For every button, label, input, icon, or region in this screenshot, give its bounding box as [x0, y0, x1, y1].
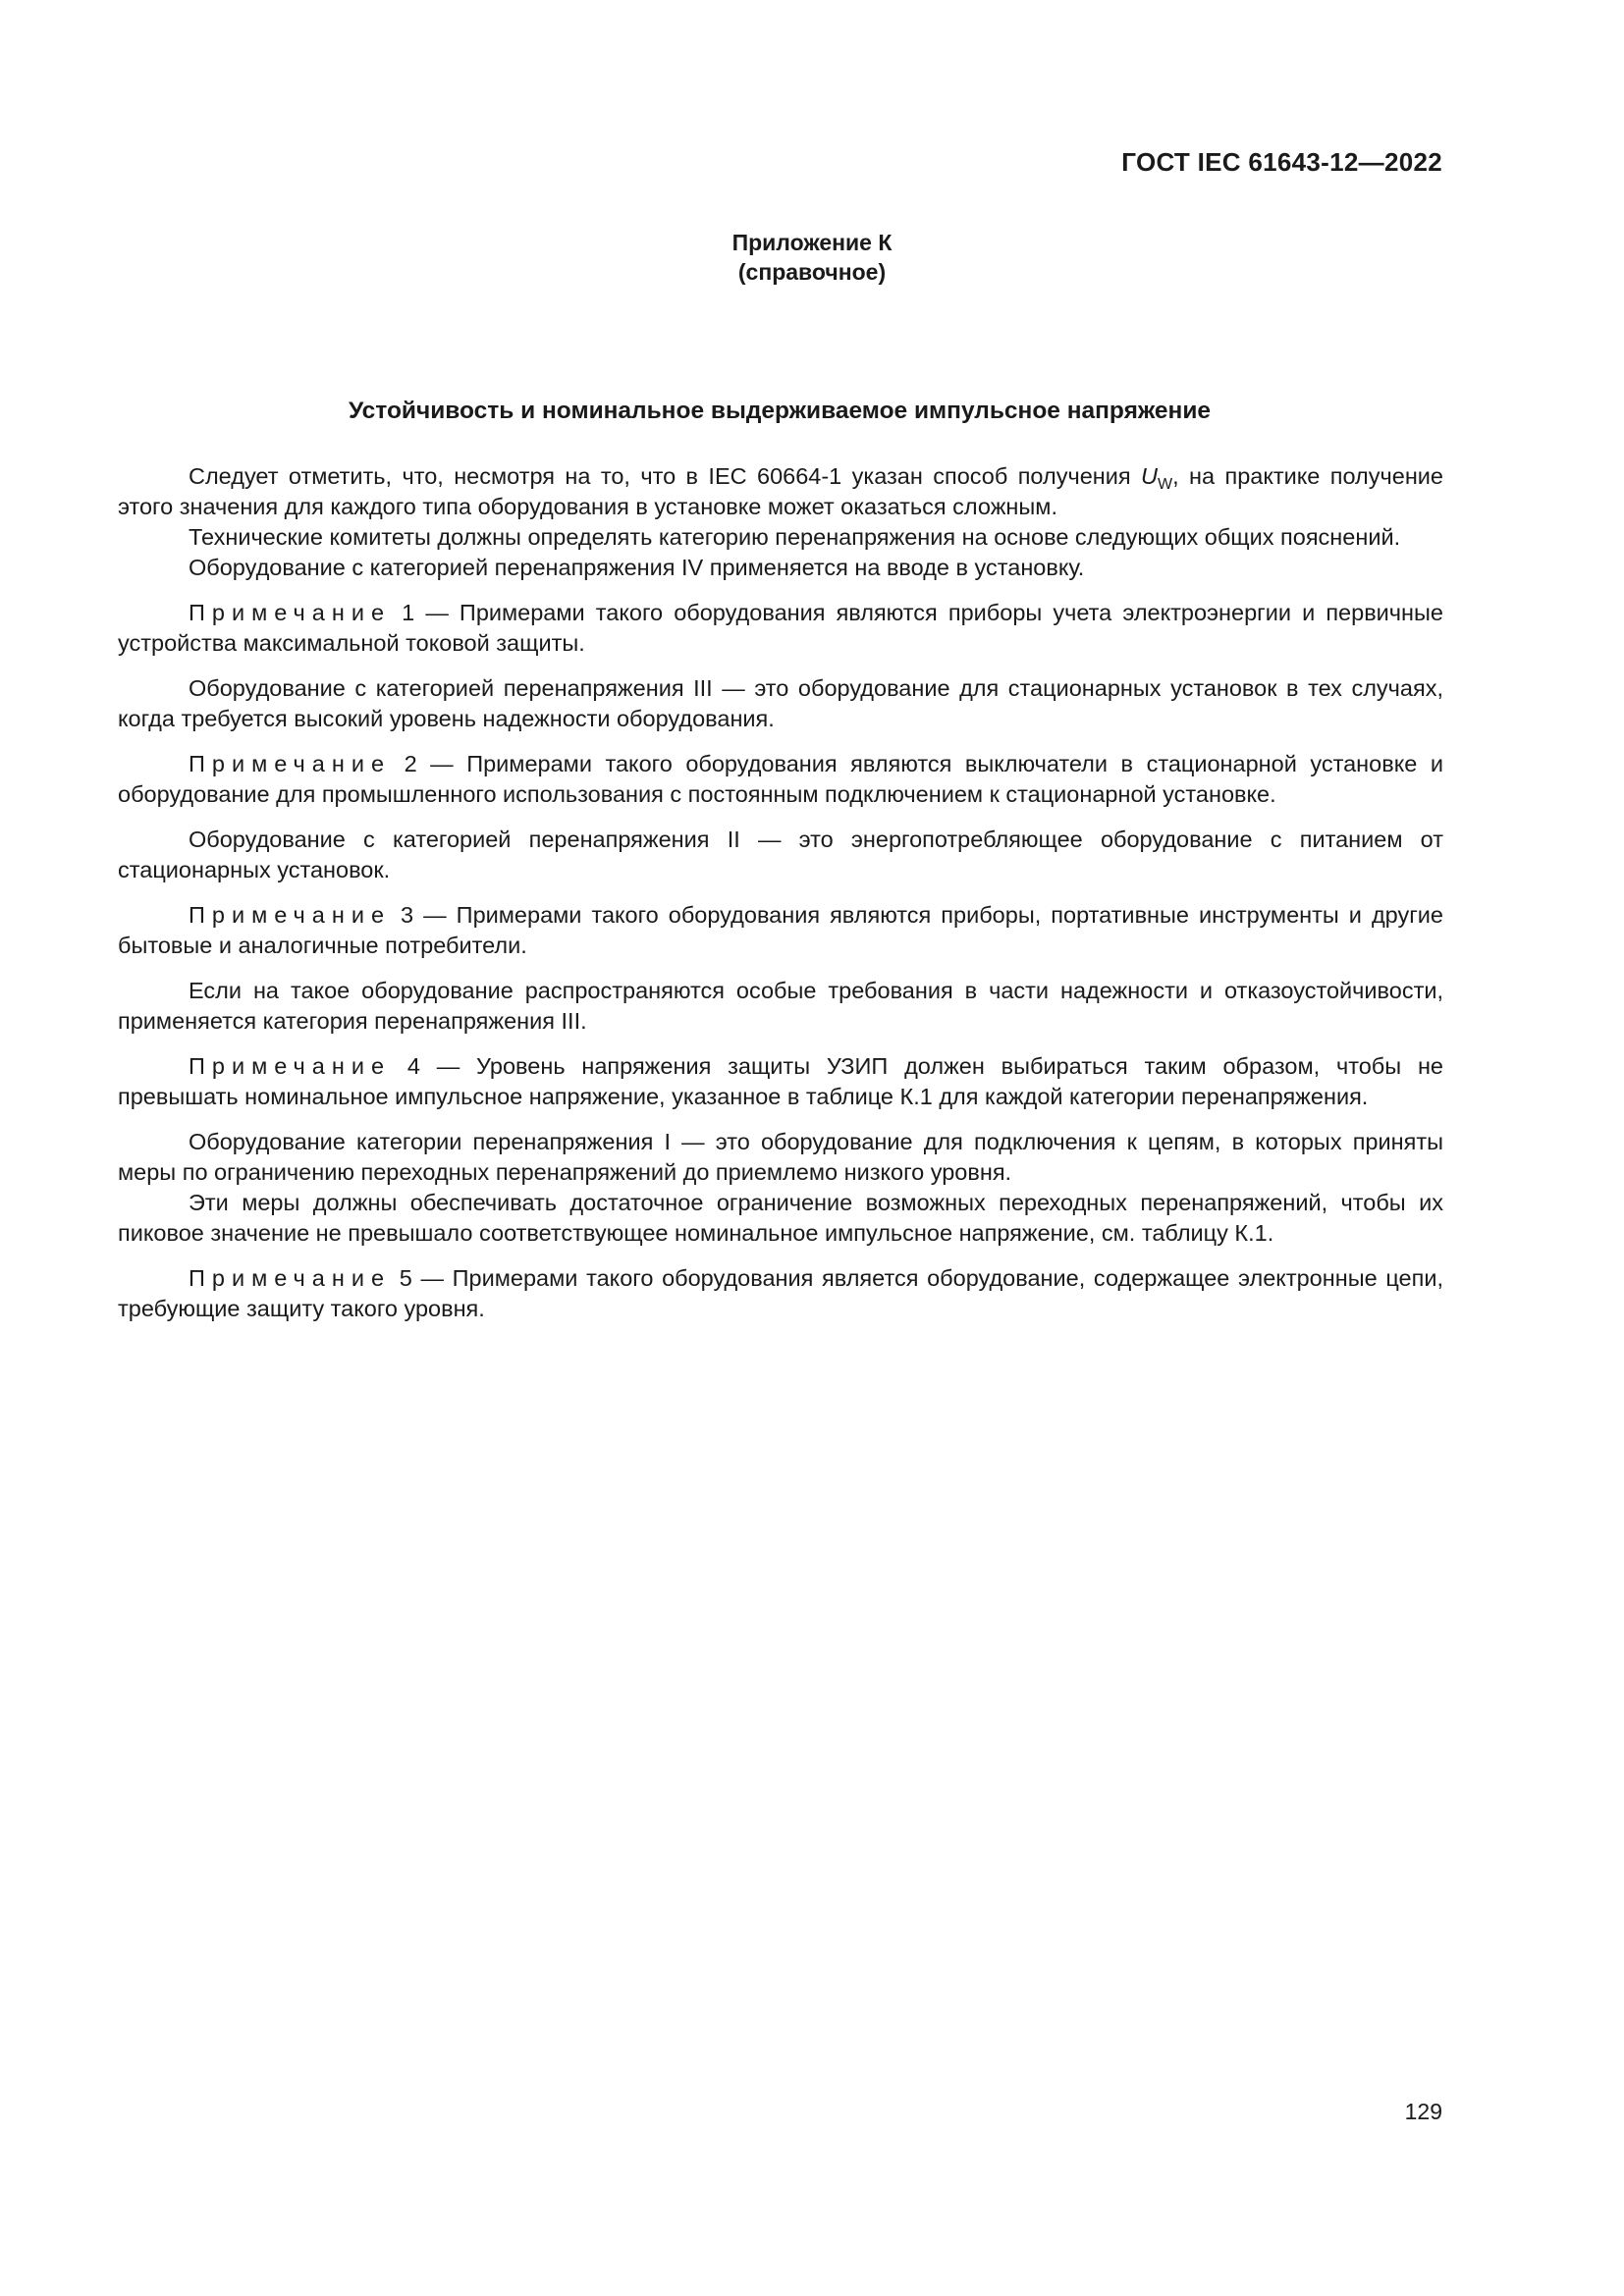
note-text: 2 — Примерами такого оборудования являются выключатели в стационарной установке и оборудование для промышленного использования с постоянным подключением к стационарной установке. — [118, 751, 1443, 807]
variable-subscript: W — [1157, 476, 1173, 493]
intro-text-start: Следует отметить, что, несмотря на то, что в IEC 60664-1 указан способ получения — [189, 463, 1141, 489]
paragraph-committees: Технические комитеты должны определять категорию перенапряжения на основе следующих общих пояснений. — [189, 524, 1401, 550]
standard-id-header: ГОСТ IEC 61643-12—2022 — [1121, 147, 1442, 177]
paragraph-category-i: Оборудование категории перенапряжения I — это оборудование для подключения к цепям, в которых приняты меры по ограничению переходных перенапряжений до приемлемо низкого уровня. — [118, 1129, 1443, 1185]
variable-uw — [1141, 463, 1173, 493]
note-4 — [118, 1051, 1443, 1112]
note-label: Примечание — [189, 1053, 392, 1079]
note-5 — [118, 1263, 1443, 1324]
annex-type: (справочное) — [737, 259, 887, 285]
annex-title: Приложение К — [731, 230, 893, 255]
paragraph-category-ii: Оборудование с категорией перенапряжения II — это энергопотребляющее оборудование с питанием от стационарных установок. — [118, 827, 1443, 882]
paragraph-reliability: Если на такое оборудование распространяются особые требования в части надежности и отказоустойчивости, применяется категория перенапряжения III. — [118, 978, 1443, 1034]
note-3 — [118, 900, 1443, 961]
note-text: 4 — Уровень напряжения защиты УЗИП должен выбираться таким образом, чтобы не превышать номинальное импульсное напряжение, указанное в таблице К.1 для каждой категории перенапряжения. — [118, 1053, 1443, 1109]
note-1 — [118, 598, 1443, 659]
note-text: 5 — Примерами такого оборудования является оборудование, содержащее электронные цепи, требующие защиту такого уровня. — [118, 1265, 1443, 1321]
intro-text-end: , на практике получение этого значения для каждого типа оборудования в установке может оказаться сложным. — [118, 463, 1444, 519]
page-number: 129 — [1404, 2099, 1442, 2124]
note-label: Примечание — [189, 902, 392, 928]
paragraph-category-iv: Оборудование с категорией перенапряжения IV применяется на вводе в установку. — [189, 555, 1085, 580]
note-label: Примечание — [189, 751, 392, 776]
paragraph-measures: Эти меры должны обеспечивать достаточное ограничение возможных переходных перенапряжений, чтобы их пиковое значение не превышало соответствующее номинальное импульсное напряжение, см. таблицу К.1. — [118, 1190, 1443, 1246]
annex-heading — [0, 228, 1624, 287]
paragraph-category-iii: Оборудование с категорией перенапряжения III — это оборудование для стационарных установок в тех случаях, когда требуется высокий уровень надежности оборудования. — [118, 675, 1443, 731]
document-body — [118, 461, 1443, 1324]
note-label: Примечание — [189, 600, 392, 625]
variable-letter: U — [1141, 463, 1158, 489]
section-title: Устойчивость и номинальное выдерживаемое импульсное напряжение — [348, 398, 1212, 424]
note-label: Примечание — [189, 1265, 392, 1291]
paragraph-intro — [118, 461, 1443, 522]
note-2 — [118, 749, 1443, 810]
note-text: 1 — Примерами такого оборудования являются приборы учета электроэнергии и первичные устройства максимальной токовой защиты. — [118, 600, 1443, 656]
note-text: 3 — Примерами такого оборудования являются приборы, портативные инструменты и другие бытовые и аналогичные потребители. — [118, 902, 1443, 958]
